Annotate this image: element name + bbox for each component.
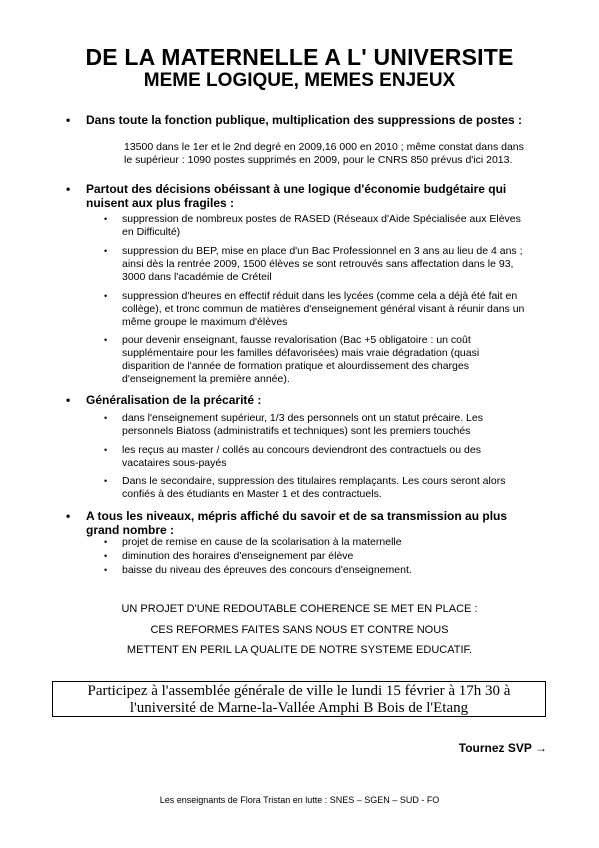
invitation-line: l'université de Marne-la-Vallée Amphi B Bois de l'Etang <box>129 700 469 716</box>
item-line: vacataires sous-payés <box>122 457 227 469</box>
item-line: dans l'enseignement supérieur, 1/3 des personnels ont un statut précaire. Les <box>122 412 483 424</box>
bullet-icon: • <box>104 445 108 455</box>
item-line: 3000 dans l'académie de Créteil <box>122 271 272 283</box>
bullet-icon: • <box>104 335 108 345</box>
heading-line: A tous les niveaux, mépris affiché du savoir et de sa transmission au plus <box>86 509 508 523</box>
item-line: supplémentaire pour les familles défavorisées) mais vraie dégradation (quasi <box>122 347 480 359</box>
item-line: disparition de l'année de formation pratique et alourdissement des charges <box>122 360 469 372</box>
item-line: pour devenir enseignant, fausse revalorisation (Bac +5 obligatoire : un coût <box>122 334 471 346</box>
bullet-icon: • <box>104 565 108 575</box>
turn-over-note: Tournez SVP → <box>458 741 547 755</box>
item-line: personnels Biatoss (administratifs et techniques) sont les premiers touchés <box>122 425 471 437</box>
footer-signature: Les enseignants de Flora Tristan en lutte : SNES – SGEN – SUD - FO <box>159 795 440 805</box>
section-heading-text: Dans toute la fonction publique, multiplication des suppressions de postes : <box>86 113 523 127</box>
bullet-icon: • <box>104 214 108 224</box>
bullet-icon: • <box>104 413 108 423</box>
section-heading-text <box>86 182 546 210</box>
item-line: projet de remise en cause de la scolarisation à la maternelle <box>122 536 402 548</box>
bullet-icon: • <box>66 113 71 127</box>
heading-line: nuisent aux plus fragiles : <box>86 196 235 210</box>
item-line: baisse du niveau des épreuves des concours d'enseignement. <box>122 564 412 576</box>
conclusion-line: UN PROJET D'UNE REDOUTABLE COHERENCE SE MET EN PLACE : <box>121 603 478 615</box>
item-line: d'enseignement la première année). <box>122 373 290 385</box>
page-subtitle: MEME LOGIQUE, MEMES ENJEUX <box>143 70 456 91</box>
bullet-icon: • <box>104 551 108 561</box>
invitation-line: Participez à l'assemblée générale de ville le lundi 15 février à 17h 30 à <box>87 683 511 699</box>
item-line: confiés à des étudiants en Master 1 et des contractuels. <box>122 488 382 500</box>
item-line: suppression de nombreux postes de RASED (Réseaux d'Aide Spécialisée aux Elèves <box>122 213 521 225</box>
bullet-icon: • <box>66 182 71 196</box>
paragraph-line: le supérieur : 1090 postes supprimés en 2009, pour le CNRS 850 prévus d'ici 2013. <box>124 154 513 166</box>
item-line: Dans le secondaire, suppression des titulaires remplaçants. Les cours seront alors <box>122 475 506 487</box>
section-heading-text <box>86 509 546 537</box>
item-line: diminution des horaires d'enseignement par élève <box>122 550 354 562</box>
paragraph-line: 13500 dans le 1er et le 2nd degré en 2009,16 000 en 2010 ; même constat dans dans <box>124 141 524 153</box>
section-heading-text: Généralisation de la précarité : <box>86 393 262 407</box>
item-line: ainsi dès la rentrée 2009, 1500 élèves se sont retrouvés sans affectation dans le 93, <box>122 258 514 270</box>
item-line: suppression d'heures en effectif réduit dans les lycées (comme cela a déjà été fait en <box>122 290 518 302</box>
item-line: les reçus au master / collés au concours deviendront des contractuels ou des <box>122 444 481 456</box>
item-line: suppression du BEP, mise en place d'un Bac Professionnel en 3 ans au lieu de 4 ans ; <box>122 245 523 257</box>
bullet-icon: • <box>104 291 108 301</box>
bullet-icon: • <box>104 476 108 486</box>
bullet-icon: • <box>104 537 108 547</box>
item-line: même groupe le maximum d'élèves <box>122 316 288 328</box>
invitation-box <box>52 681 546 717</box>
bullet-icon: • <box>104 246 108 256</box>
heading-line: Partout des décisions obéissant à une logique d'économie budgétaire qui <box>86 182 507 196</box>
conclusion-line: METTENT EN PERIL LA QUALITE DE NOTRE SYSTEME EDUCATIF. <box>126 644 473 656</box>
bullet-icon: • <box>66 393 71 407</box>
section-paragraph <box>124 141 524 167</box>
bullet-icon: • <box>66 509 71 523</box>
page-title: DE LA MATERNELLE A L' UNIVERSITE <box>85 44 514 70</box>
item-line: en Difficulté) <box>122 226 181 238</box>
heading-line: grand nombre : <box>86 523 175 537</box>
item-line: collège), et tronc commun de matières d'enseignement général visant à réunir dans un <box>122 303 525 315</box>
conclusion-line: CES REFORMES FAITES SANS NOUS ET CONTRE NOUS <box>150 624 449 636</box>
